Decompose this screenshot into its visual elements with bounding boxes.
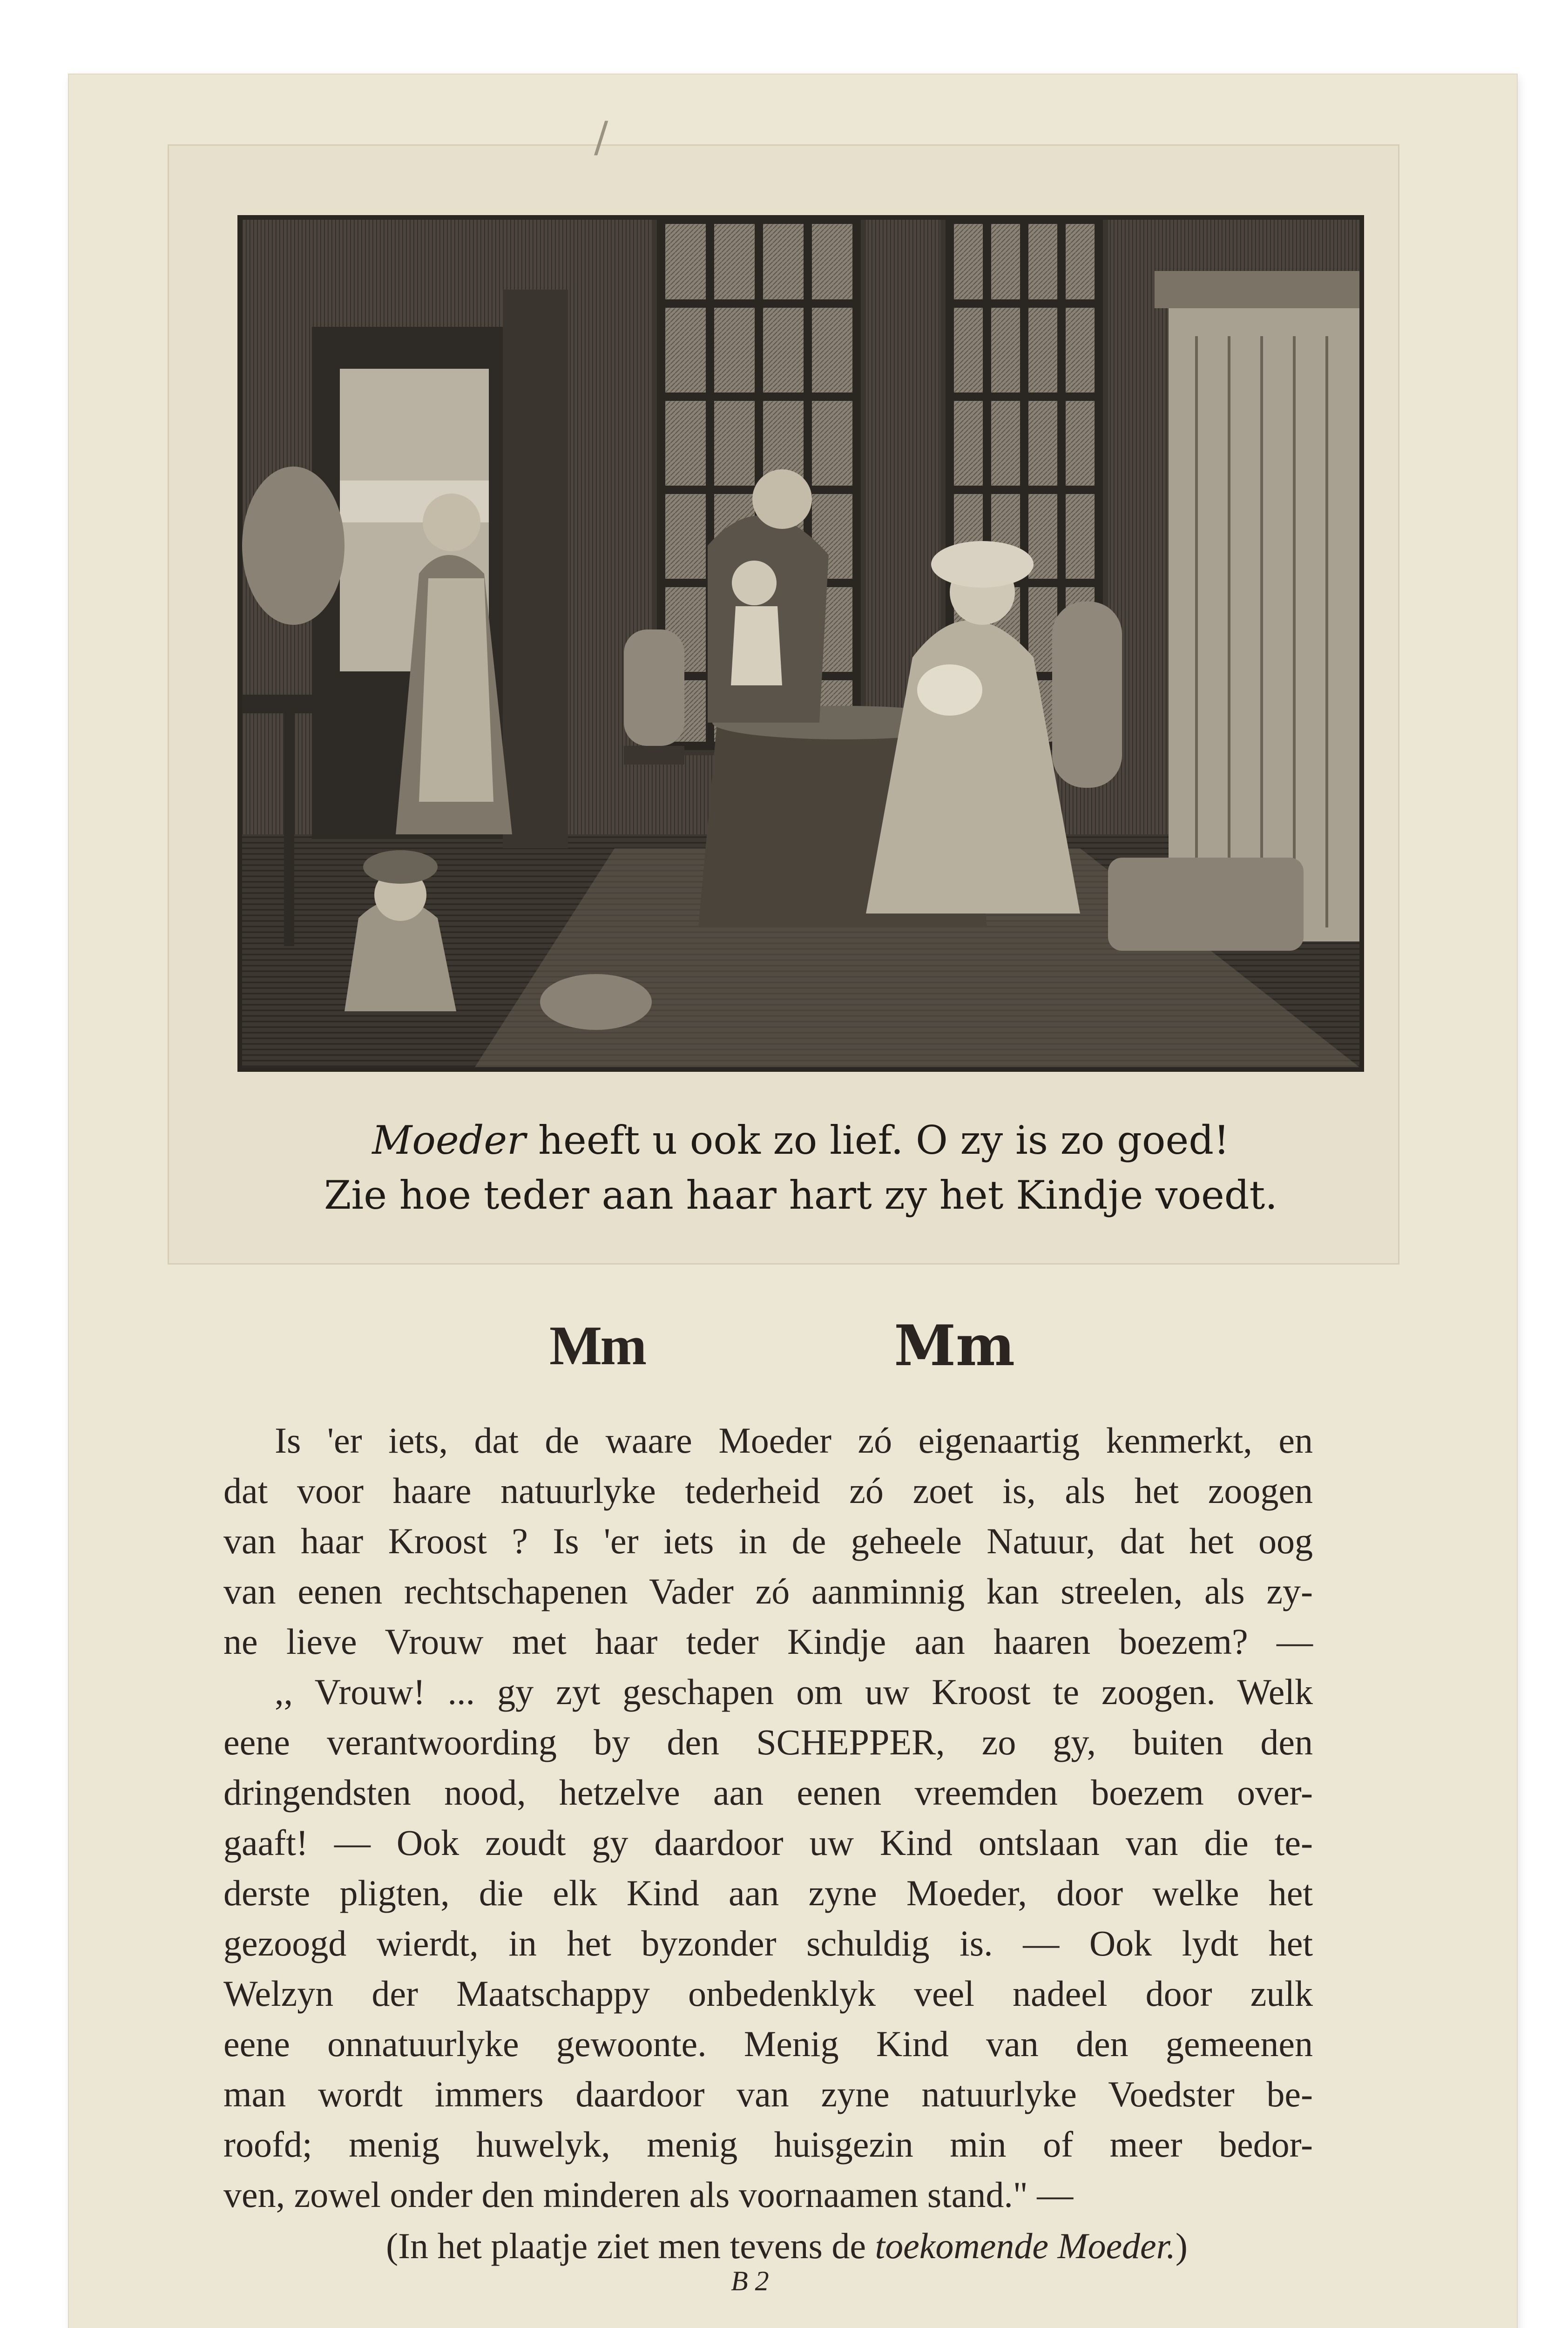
closing-after: ) (1175, 2226, 1188, 2266)
body-line: roofd; menig huwelyk, menig huisgezin min of meer bedor- (223, 2124, 1313, 2165)
body-line: van haar Kroost ? Is 'er iets in de geheele Natuur, dat het oog (223, 1521, 1313, 1561)
heading-blackletter: Mm (549, 1314, 645, 1376)
engraving-scene (242, 220, 1359, 1067)
caption-line-1 (298, 1113, 1304, 1168)
body-line: ne lieve Vrouw met haar teder Kindje aan haaren boezem? — (223, 1621, 1313, 1662)
caption-italic-word: Moeder (372, 1117, 526, 1163)
signature-mark: B 2 (731, 2266, 769, 2296)
body-line: Welzyn der Maatschappy onbedenklyk veel nadeel door zulk (223, 1973, 1313, 2014)
body-line: dringendsten nood, hetzelve aan eenen vreemden boezem over- (223, 1772, 1313, 1813)
closing-italic: toekomende Moeder. (875, 2226, 1176, 2266)
body-line: gaaft! — Ook zoudt gy daardoor uw Kind ontslaan van die te- (223, 1822, 1313, 1863)
body-line: eene verantwoording by den SCHEPPER, zo gy, buiten den (223, 1722, 1313, 1762)
caption-line-2: Zie hoe teder aan haar hart zy het Kindje voedt. (324, 1172, 1277, 1218)
heading-roman: Mm (894, 1313, 1015, 1379)
caption-line-1-text: heeft u ook zo lief. O zy is zo goed! (526, 1117, 1230, 1163)
engraving-illustration (237, 215, 1364, 1072)
body-line: Is 'er iets, dat de waare Moeder zó eigenaartig kenmerkt, en (275, 1420, 1313, 1461)
closing-note (298, 2221, 1276, 2271)
letter-heading (549, 1313, 1015, 1378)
body-line: ven, zowel onder den minderen als voornaamen stand." — (223, 2174, 1074, 2215)
body-line: man wordt immers daardoor van zyne natuurlyke Voedster be- (223, 2074, 1313, 2114)
body-line: gezoogd wierdt, in het byzonder schuldig is. — Ook lydt het (223, 1923, 1313, 1963)
pencil-mark: / (594, 113, 608, 162)
body-line: dat voor haare natuurlyke tederheid zó zoet is, als het zoogen (223, 1470, 1313, 1511)
body-line: derste pligten, die elk Kind aan zyne Moeder, door welke het (223, 1873, 1313, 1913)
engraving-caption (298, 1113, 1304, 1223)
body-line: van eenen rechtschapenen Vader zó aanminnig kan streelen, als zy- (223, 1571, 1313, 1611)
closing-before: (In het plaatje ziet men tevens de (386, 2226, 875, 2266)
body-text (223, 1415, 1313, 2220)
body-line: ,, Vrouw! ... gy zyt geschapen om uw Kroost te zoogen. Welk (275, 1672, 1313, 1712)
body-line: eene onnatuurlyke gewoonte. Menig Kind van den gemeenen (223, 2023, 1313, 2064)
